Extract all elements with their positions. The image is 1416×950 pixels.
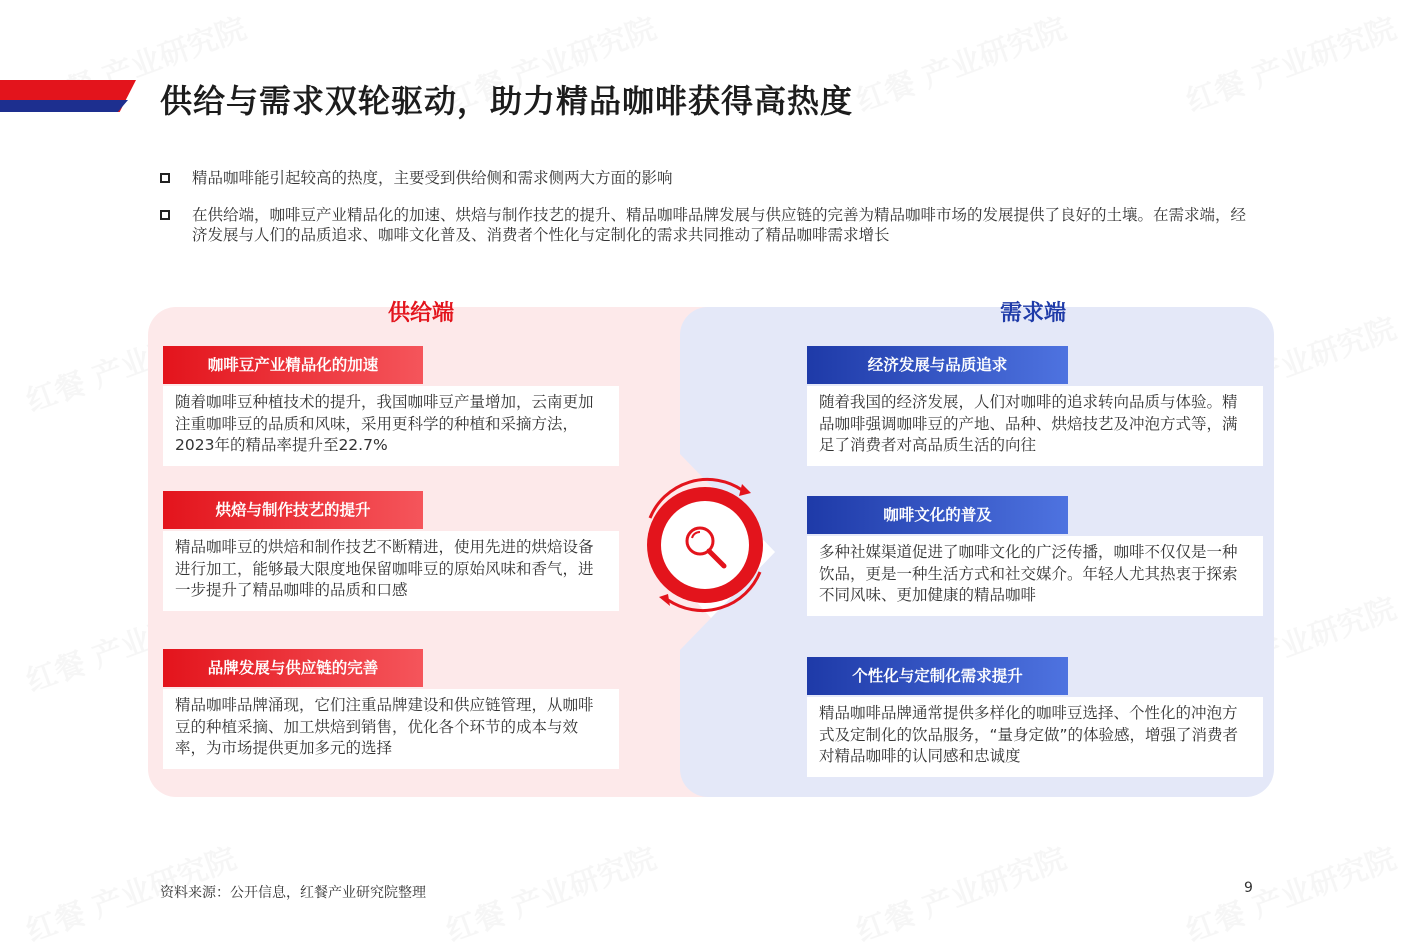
watermark bbox=[1179, 4, 1401, 121]
supply-card-body: 精品咖啡品牌涌现，它们注重品牌建设和供应链管理，从咖啡豆的种植采摘、加工烘焙到销售，优化各个环节的成本与效率，为市场提供更加多元的选择 bbox=[163, 689, 619, 769]
watermark bbox=[849, 4, 1071, 121]
checkbox-bullet-icon bbox=[160, 210, 170, 220]
supply-title: 供给端 bbox=[388, 301, 455, 326]
source-note: 资料来源：公开信息，红餐产业研究院整理 bbox=[160, 885, 426, 901]
supply-card-body: 随着咖啡豆种植技术的提升，我国咖啡豆产量增加，云南更加注重咖啡豆的品质和风味，采用更科学的种植和采摘方法，2023年的精品率提升至22.7% bbox=[163, 386, 619, 466]
demand-card-body: 多种社媒渠道促进了咖啡文化的广泛传播，咖啡不仅仅是一种饮品，更是一种生活方式和社交媒介。年轻人尤其热衷于探索不同风味、更加健康的精品咖啡 bbox=[807, 536, 1263, 616]
demand-card-body: 随着我国的经济发展，人们对咖啡的追求转向品质与体验。精品咖啡强调咖啡豆的产地、品种、烘焙技艺及冲泡方式等，满足了消费者对高品质生活的向往 bbox=[807, 386, 1263, 466]
bullet-text: 在供给端，咖啡豆产业精品化的加速、烘焙与制作技艺的提升、精品咖啡品牌发展与供应链的完善为精品咖啡市场的发展提供了良好的土壤。在需求端，经济发展与人们的品质追求、咖啡文化普及、消费者个性化与定制化的需求共同推动了精品咖啡需求增长 bbox=[192, 206, 1247, 244]
bullet-item bbox=[160, 205, 1250, 245]
page-number: 9 bbox=[1244, 880, 1253, 896]
demand-card-header: 经济发展与品质追求 bbox=[807, 346, 1068, 384]
supply-card-body: 精品咖啡豆的烘焙和制作技艺不断精进，使用先进的烘焙设备进行加工，能够最大限度地保留咖啡豆的原始风味和香气，进一步提升了精品咖啡的品质和口感 bbox=[163, 531, 619, 611]
watermark bbox=[439, 834, 661, 950]
demand-card-body: 精品咖啡品牌通常提供多样化的咖啡豆选择、个性化的冲泡方式及定制化的饮品服务，“量身定做”的体验感，增强了消费者对精品咖啡的认同感和忠诚度 bbox=[807, 697, 1263, 777]
checkbox-bullet-icon bbox=[160, 173, 170, 183]
supply-card-header: 烘焙与制作技艺的提升 bbox=[163, 491, 423, 529]
supply-card-header: 品牌发展与供应链的完善 bbox=[163, 649, 423, 687]
title-accent-blue bbox=[0, 100, 128, 112]
demand-title: 需求端 bbox=[1000, 301, 1067, 326]
supply-card-header: 咖啡豆产业精品化的加速 bbox=[163, 346, 423, 384]
bullet-text: 精品咖啡能引起较高的热度，主要受到供给侧和需求侧两大方面的影响 bbox=[192, 169, 673, 187]
bullet-item bbox=[160, 168, 1260, 188]
cycle-arrows-icon bbox=[630, 470, 780, 620]
demand-card-header: 咖啡文化的普及 bbox=[807, 496, 1068, 534]
page-title: 供给与需求双轮驱动，助力精品咖啡获得高热度 bbox=[160, 82, 854, 120]
hub-circle bbox=[630, 470, 780, 620]
demand-card-header: 个性化与定制化需求提升 bbox=[807, 657, 1068, 695]
watermark bbox=[1179, 834, 1401, 950]
watermark bbox=[849, 834, 1071, 950]
